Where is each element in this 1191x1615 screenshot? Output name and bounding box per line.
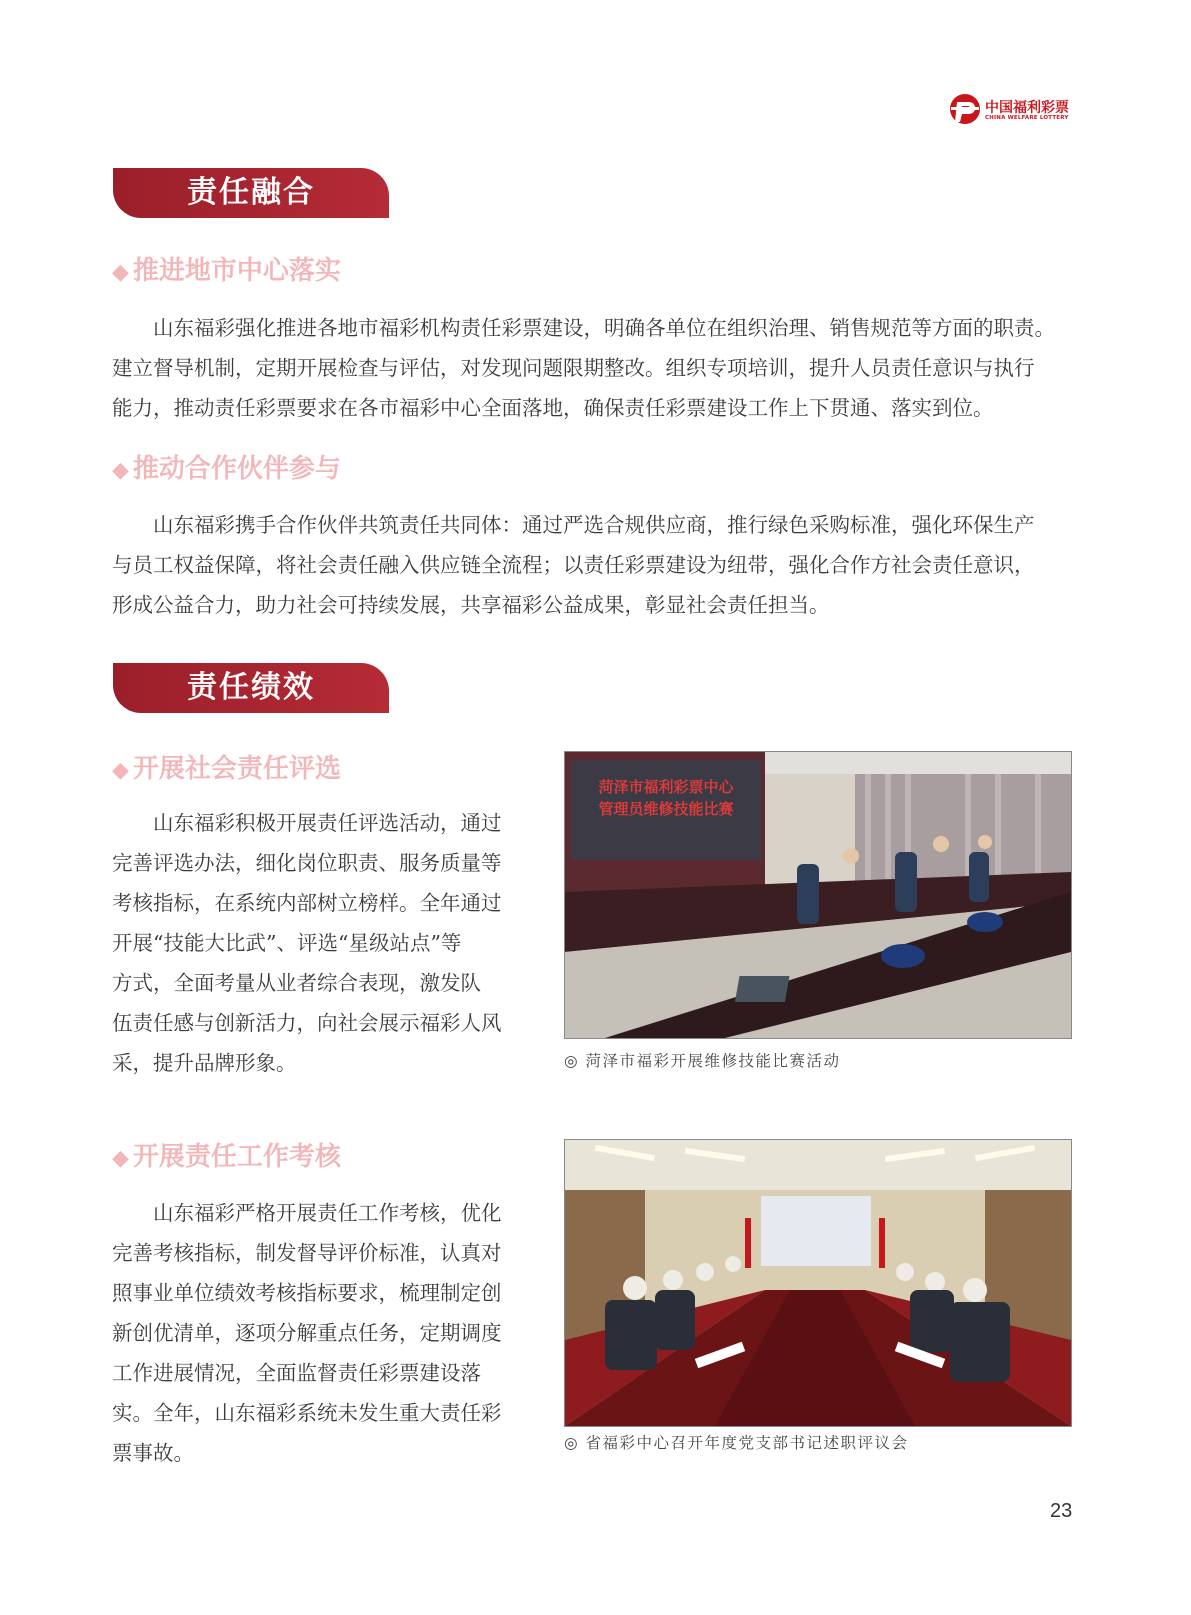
subheading-text: 开展社会责任评选 xyxy=(132,754,341,784)
paragraph-line: 新创优清单，逐项分解重点任务，定期调度 xyxy=(112,1321,502,1345)
paragraph-line: 山东福彩强化推进各地市福彩机构责任彩票建设，明确各单位在组织治理、销售规范等方面的职责。 xyxy=(153,316,1055,340)
page-number: 23 xyxy=(1050,1500,1073,1522)
paragraph-city-centers xyxy=(112,308,1072,428)
logo-english-text: CHINA WELFARE LOTTERY xyxy=(985,115,1069,121)
diamond-bullet-icon: ◆ xyxy=(112,458,129,483)
logo-chinese-text: 中国福利彩票 xyxy=(985,100,1069,116)
photo-caption-2: ◎ 省福彩中心召开年度党支部书记述职评议会 xyxy=(564,1434,909,1452)
section-banner-responsibility-integration: 责任融合 xyxy=(113,168,389,218)
paragraph-line: 完善评选办法，细化岗位职责、服务质量等 xyxy=(112,851,502,875)
paragraph-partners xyxy=(112,505,1072,625)
subheading-selection xyxy=(112,752,341,788)
diamond-bullet-icon: ◆ xyxy=(112,758,129,783)
subheading-text: 推进地市中心落实 xyxy=(132,256,341,286)
paragraph-selection xyxy=(112,803,516,1083)
paragraph-line: 建立督导机制，定期开展检查与评估，对发现问题限期整改。组织专项培训，提升人员责任意识与执行 xyxy=(112,356,1035,380)
paragraph-line: 考核指标，在系统内部树立榜样。全年通过 xyxy=(112,891,502,915)
paragraph-line: 方式，全面考量从业者综合表现，激发队 xyxy=(112,971,481,995)
screen-title-line1: 菏泽市福利彩票中心 xyxy=(598,778,734,796)
paragraph-line: 采，提升品牌形象。 xyxy=(112,1051,297,1075)
paragraph-line: 完善考核指标，制发督导评价标准，认真对 xyxy=(112,1241,502,1265)
subheading-assessment xyxy=(112,1140,341,1176)
paragraph-line: 实。全年，山东福彩系统未发生重大责任彩 xyxy=(112,1401,502,1425)
paragraph-line: 山东福彩严格开展责任工作考核，优化 xyxy=(153,1201,502,1225)
diamond-bullet-icon: ◆ xyxy=(112,1146,129,1171)
paragraph-line: 伍责任感与创新活力，向社会展示福彩人风 xyxy=(112,1011,502,1035)
section-banner-responsibility-performance: 责任绩效 xyxy=(113,663,389,713)
photo-caption-1: ◎ 菏泽市福彩开展维修技能比赛活动 xyxy=(564,1052,841,1070)
subheading-partners xyxy=(112,452,341,488)
subheading-city-centers xyxy=(112,254,341,290)
subheading-text: 推动合作伙伴参与 xyxy=(132,454,341,484)
paragraph-line: 票事故。 xyxy=(112,1441,194,1465)
lottery-logo-icon xyxy=(948,92,982,126)
photo-party-branch-meeting xyxy=(564,1139,1072,1427)
paragraph-line: 与员工权益保障，将社会责任融入供应链全流程；以责任彩票建设为纽带，强化合作方社会责任意识， xyxy=(112,553,1035,577)
paragraph-line: 工作进展情况，全面监督责任彩票建设落 xyxy=(112,1361,481,1385)
paragraph-line: 开展“技能大比武”、评选“星级站点”等 xyxy=(112,931,462,955)
paragraph-assessment xyxy=(112,1193,516,1473)
paragraph-line: 能力，推动责任彩票要求在各市福彩中心全面落地，确保责任彩票建设工作上下贯通、落实到位。 xyxy=(112,396,994,420)
paragraph-line: 山东福彩携手合作伙伴共筑责任共同体：通过严选合规供应商，推行绿色采购标准，强化环保生产 xyxy=(153,513,1035,537)
screen-title-line2: 管理员维修技能比赛 xyxy=(598,800,734,818)
paragraph-line: 照事业单位绩效考核指标要求，梳理制定创 xyxy=(112,1281,502,1305)
china-welfare-lottery-logo xyxy=(948,90,1072,130)
diamond-bullet-icon: ◆ xyxy=(112,260,129,285)
paragraph-line: 山东福彩积极开展责任评选活动，通过 xyxy=(153,811,502,835)
paragraph-line: 形成公益合力，助力社会可持续发展，共享福彩公益成果，彰显社会责任担当。 xyxy=(112,593,830,617)
photo-repair-skills-competition xyxy=(564,751,1072,1039)
subheading-text: 开展责任工作考核 xyxy=(132,1142,341,1172)
